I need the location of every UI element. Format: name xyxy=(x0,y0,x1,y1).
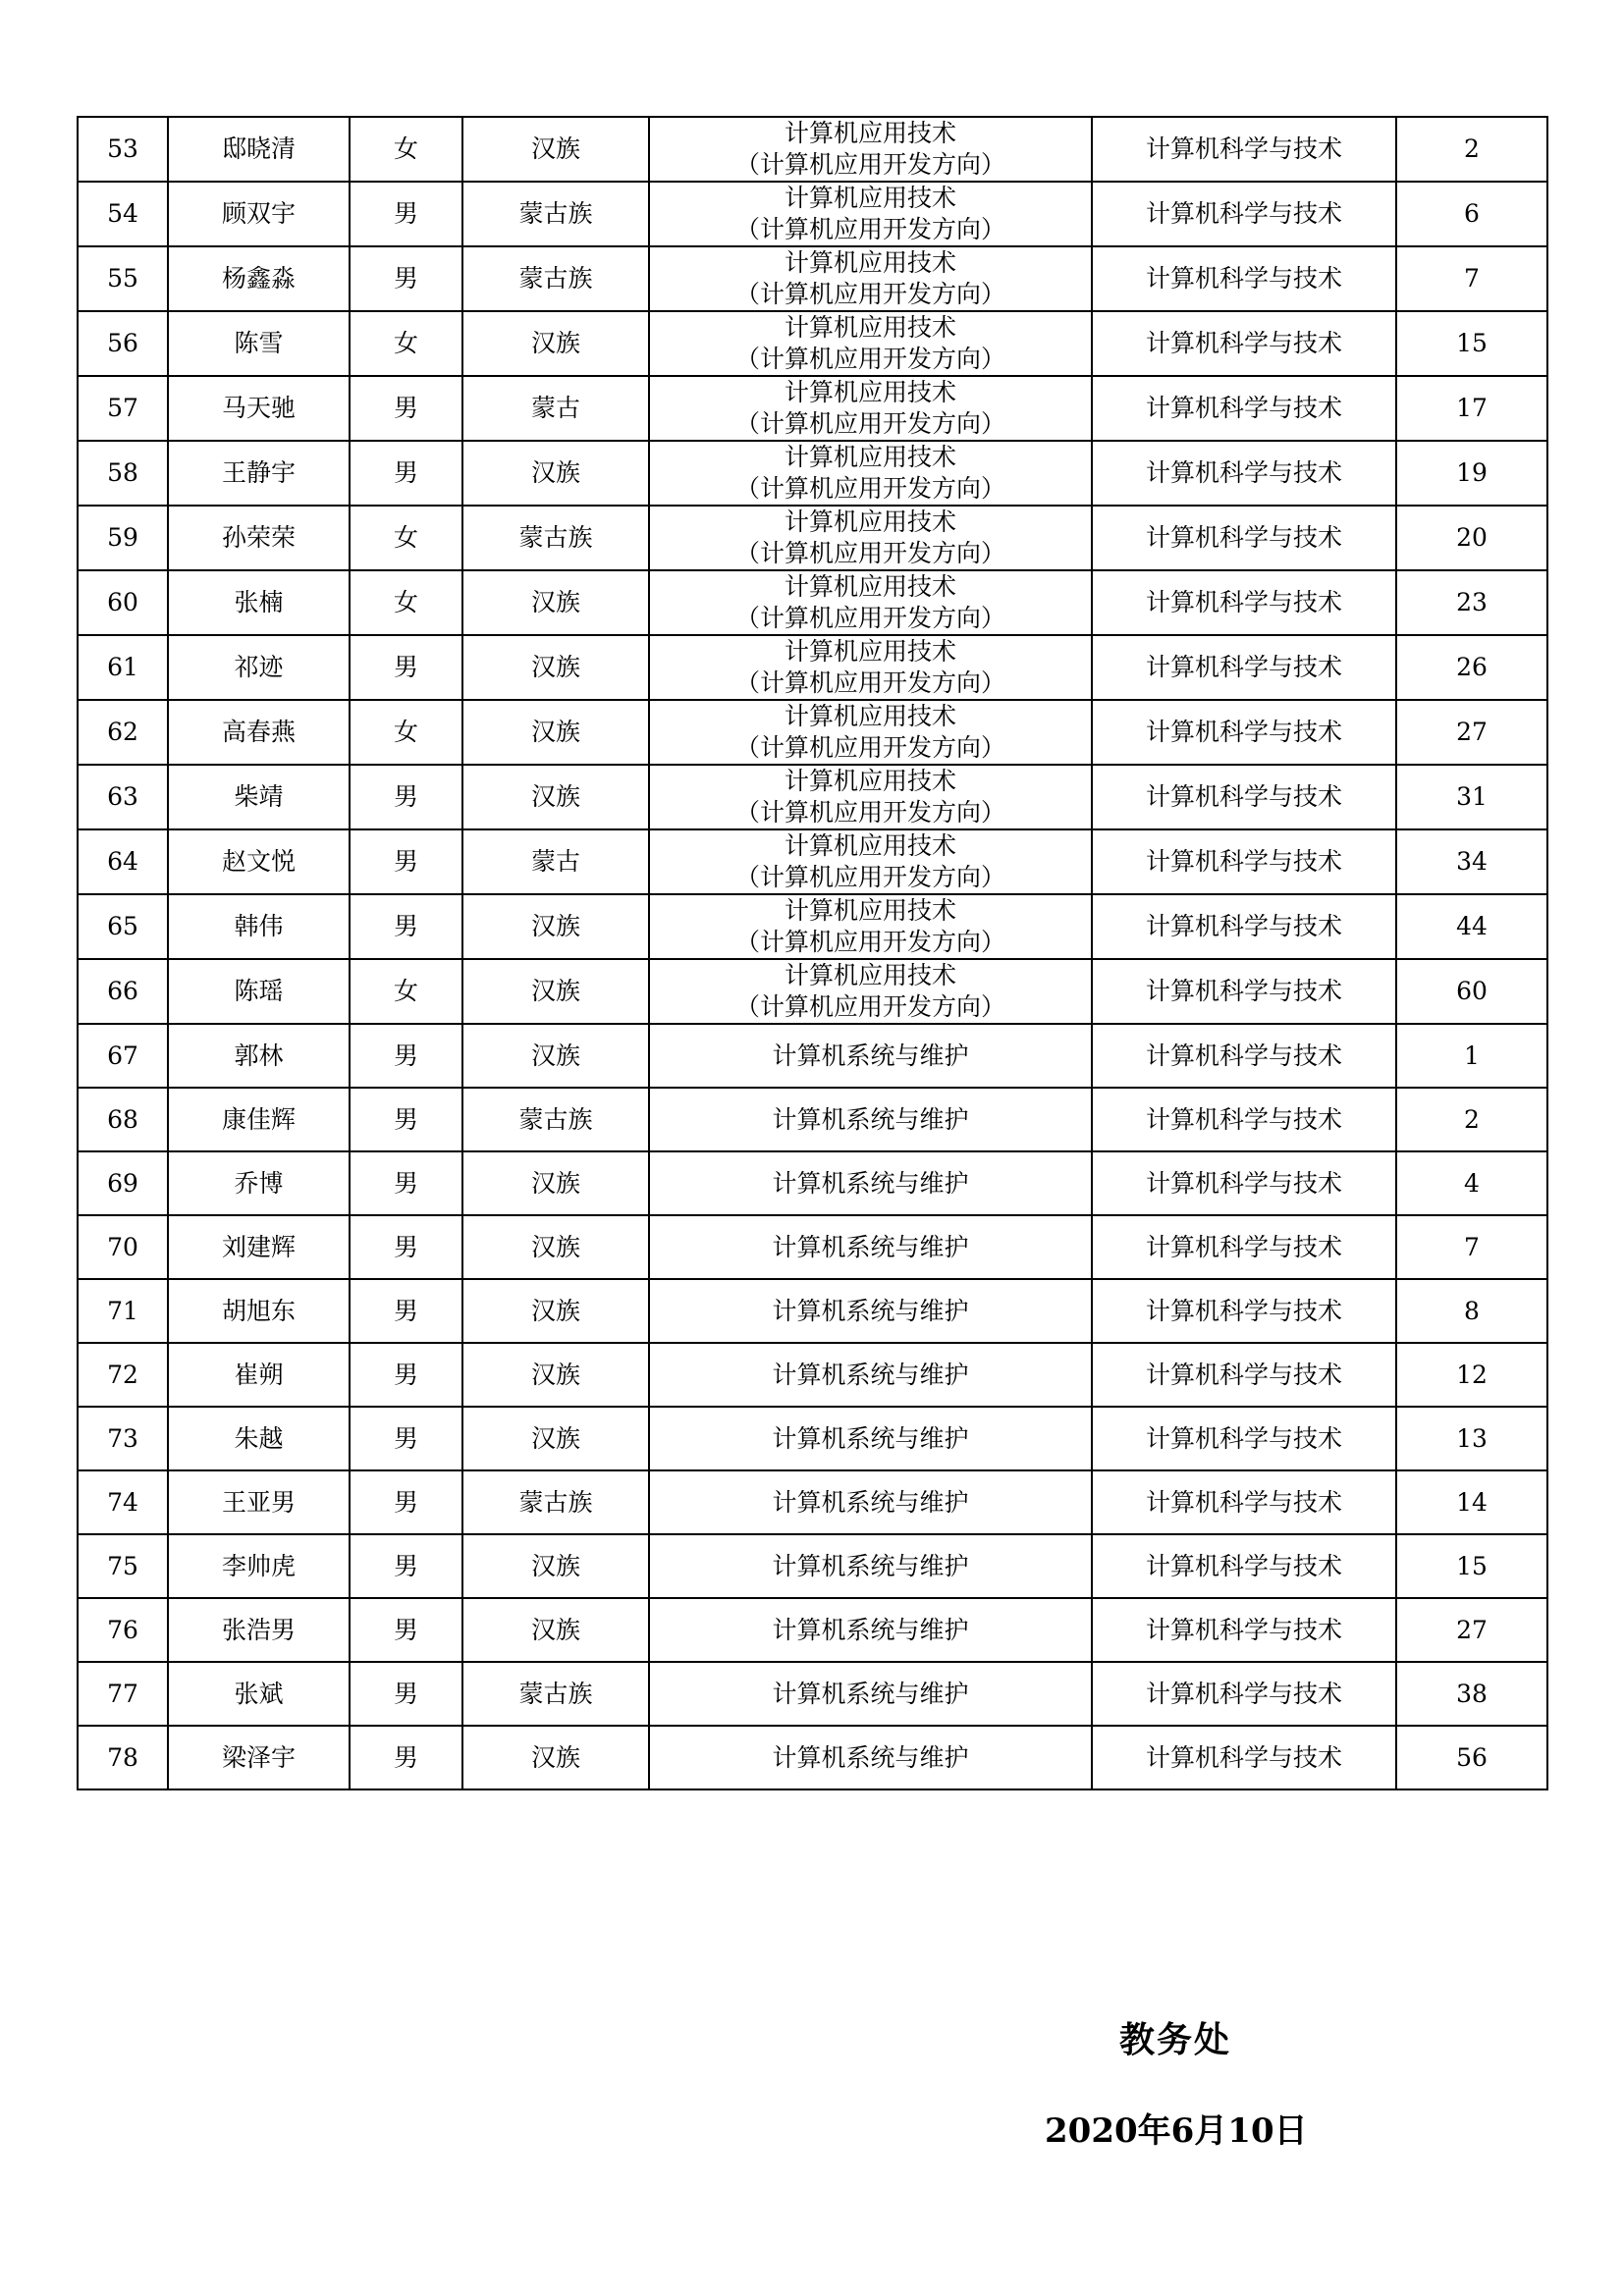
rank-cell: 15 xyxy=(1396,311,1547,376)
ethnicity-cell: 汉族 xyxy=(462,441,649,506)
ethnicity-cell: 汉族 xyxy=(462,700,649,765)
rank-cell: 44 xyxy=(1396,894,1547,959)
student-name-cell: 张斌 xyxy=(168,1662,350,1726)
table-row xyxy=(78,635,1547,700)
table-row xyxy=(78,441,1547,506)
major-cell xyxy=(649,1215,1092,1279)
major-line: 计算机应用技术 xyxy=(784,378,956,406)
student-number-cell: 60 xyxy=(78,570,168,635)
ethnicity-cell: 汉族 xyxy=(462,1024,649,1088)
department-cell: 计算机科学与技术 xyxy=(1092,441,1396,506)
ethnicity-cell: 汉族 xyxy=(462,635,649,700)
major-cell xyxy=(649,311,1092,376)
ethnicity-cell: 汉族 xyxy=(462,570,649,635)
major-line: 计算机系统与维护 xyxy=(772,1679,969,1708)
ethnicity-cell: 汉族 xyxy=(462,1534,649,1598)
table-row xyxy=(78,1726,1547,1789)
department-cell: 计算机科学与技术 xyxy=(1092,1662,1396,1726)
major-line: （计算机应用开发方向） xyxy=(734,474,1005,503)
major-line: （计算机应用开发方向） xyxy=(734,733,1005,762)
major-line: （计算机应用开发方向） xyxy=(734,668,1005,697)
rank-cell: 23 xyxy=(1396,570,1547,635)
major-cell xyxy=(649,441,1092,506)
gender-cell: 男 xyxy=(350,1024,462,1088)
major-cell xyxy=(649,1088,1092,1151)
ethnicity-cell: 汉族 xyxy=(462,894,649,959)
gender-cell: 女 xyxy=(350,311,462,376)
major-line: （计算机应用开发方向） xyxy=(734,604,1005,632)
major-line: 计算机系统与维护 xyxy=(772,1168,969,1198)
student-name-cell: 李帅虎 xyxy=(168,1534,350,1598)
department-cell: 计算机科学与技术 xyxy=(1092,1151,1396,1215)
ethnicity-cell: 蒙古族 xyxy=(462,1088,649,1151)
student-name-cell: 崔朔 xyxy=(168,1343,350,1407)
major-line: 计算机应用技术 xyxy=(784,637,956,666)
student-number-cell: 69 xyxy=(78,1151,168,1215)
major-cell xyxy=(649,959,1092,1024)
major-cell xyxy=(649,1407,1092,1470)
student-number-cell: 61 xyxy=(78,635,168,700)
table-row xyxy=(78,1662,1547,1726)
major-line: （计算机应用开发方向） xyxy=(734,409,1005,438)
rank-cell: 12 xyxy=(1396,1343,1547,1407)
gender-cell: 男 xyxy=(350,1088,462,1151)
gender-cell: 男 xyxy=(350,635,462,700)
major-cell xyxy=(649,182,1092,246)
gender-cell: 男 xyxy=(350,829,462,894)
major-line: 计算机系统与维护 xyxy=(772,1742,969,1772)
student-name-cell: 康佳辉 xyxy=(168,1088,350,1151)
major-line: 计算机系统与维护 xyxy=(772,1041,969,1070)
student-name-cell: 张浩男 xyxy=(168,1598,350,1662)
department-cell: 计算机科学与技术 xyxy=(1092,1598,1396,1662)
ethnicity-cell: 汉族 xyxy=(462,1151,649,1215)
student-name-cell: 赵文悦 xyxy=(168,829,350,894)
major-line: 计算机系统与维护 xyxy=(772,1551,969,1580)
gender-cell: 女 xyxy=(350,570,462,635)
student-number-cell: 65 xyxy=(78,894,168,959)
student-name-cell: 柴靖 xyxy=(168,765,350,829)
gender-cell: 男 xyxy=(350,246,462,311)
student-name-cell: 郭林 xyxy=(168,1024,350,1088)
gender-cell: 男 xyxy=(350,1407,462,1470)
major-line: （计算机应用开发方向） xyxy=(734,215,1005,243)
major-line: （计算机应用开发方向） xyxy=(734,539,1005,567)
major-cell xyxy=(649,829,1092,894)
student-number-cell: 72 xyxy=(78,1343,168,1407)
major-line: 计算机应用技术 xyxy=(784,896,956,925)
rank-cell: 6 xyxy=(1396,182,1547,246)
table-row xyxy=(78,246,1547,311)
table-row xyxy=(78,1024,1547,1088)
student-number-cell: 77 xyxy=(78,1662,168,1726)
student-number-cell: 74 xyxy=(78,1470,168,1534)
rank-cell: 17 xyxy=(1396,376,1547,441)
student-name-cell: 马天驰 xyxy=(168,376,350,441)
major-line: 计算机应用技术 xyxy=(784,507,956,536)
rank-cell: 15 xyxy=(1396,1534,1547,1598)
student-name-cell: 王亚男 xyxy=(168,1470,350,1534)
major-line: 计算机应用技术 xyxy=(784,184,956,212)
student-number-cell: 71 xyxy=(78,1279,168,1343)
table-row xyxy=(78,1088,1547,1151)
issuing-office: 教务处 xyxy=(1119,2019,1232,2060)
table-row xyxy=(78,765,1547,829)
rank-cell: 19 xyxy=(1396,441,1547,506)
department-cell: 计算机科学与技术 xyxy=(1092,117,1396,182)
student-name-cell: 韩伟 xyxy=(168,894,350,959)
student-number-cell: 64 xyxy=(78,829,168,894)
department-cell: 计算机科学与技术 xyxy=(1092,894,1396,959)
major-line: （计算机应用开发方向） xyxy=(734,863,1005,891)
rank-cell: 20 xyxy=(1396,506,1547,570)
table-row xyxy=(78,506,1547,570)
table-row xyxy=(78,959,1547,1024)
rank-cell: 38 xyxy=(1396,1662,1547,1726)
rank-cell: 7 xyxy=(1396,1215,1547,1279)
major-line: 计算机系统与维护 xyxy=(772,1296,969,1325)
rank-cell: 1 xyxy=(1396,1024,1547,1088)
ethnicity-cell: 蒙古族 xyxy=(462,246,649,311)
major-cell xyxy=(649,1534,1092,1598)
rank-cell: 27 xyxy=(1396,1598,1547,1662)
rank-cell: 31 xyxy=(1396,765,1547,829)
table-row xyxy=(78,570,1547,635)
student-number-cell: 56 xyxy=(78,311,168,376)
department-cell: 计算机科学与技术 xyxy=(1092,635,1396,700)
rank-cell: 7 xyxy=(1396,246,1547,311)
rank-cell: 14 xyxy=(1396,1470,1547,1534)
major-line: 计算机应用技术 xyxy=(784,767,956,795)
student-number-cell: 54 xyxy=(78,182,168,246)
major-line: 计算机应用技术 xyxy=(784,443,956,471)
major-line: （计算机应用开发方向） xyxy=(734,150,1005,179)
student-number-cell: 75 xyxy=(78,1534,168,1598)
major-cell xyxy=(649,1662,1092,1726)
student-number-cell: 63 xyxy=(78,765,168,829)
table-row xyxy=(78,1407,1547,1470)
student-table xyxy=(77,116,1548,1790)
gender-cell: 男 xyxy=(350,182,462,246)
major-cell xyxy=(649,1470,1092,1534)
ethnicity-cell: 汉族 xyxy=(462,765,649,829)
student-number-cell: 66 xyxy=(78,959,168,1024)
student-name-cell: 孙荣荣 xyxy=(168,506,350,570)
department-cell: 计算机科学与技术 xyxy=(1092,959,1396,1024)
department-cell: 计算机科学与技术 xyxy=(1092,700,1396,765)
gender-cell: 男 xyxy=(350,1470,462,1534)
department-cell: 计算机科学与技术 xyxy=(1092,311,1396,376)
student-number-cell: 67 xyxy=(78,1024,168,1088)
table-row xyxy=(78,1534,1547,1598)
department-cell: 计算机科学与技术 xyxy=(1092,829,1396,894)
major-cell xyxy=(649,700,1092,765)
gender-cell: 男 xyxy=(350,376,462,441)
gender-cell: 男 xyxy=(350,1726,462,1789)
department-cell: 计算机科学与技术 xyxy=(1092,1470,1396,1534)
major-line: 计算机应用技术 xyxy=(784,961,956,989)
table-row xyxy=(78,182,1547,246)
gender-cell: 女 xyxy=(350,959,462,1024)
major-line: 计算机应用技术 xyxy=(784,572,956,601)
ethnicity-cell: 蒙古族 xyxy=(462,1470,649,1534)
student-number-cell: 53 xyxy=(78,117,168,182)
major-cell xyxy=(649,1343,1092,1407)
student-number-cell: 62 xyxy=(78,700,168,765)
student-number-cell: 70 xyxy=(78,1215,168,1279)
major-cell xyxy=(649,1024,1092,1088)
gender-cell: 男 xyxy=(350,1215,462,1279)
ethnicity-cell: 蒙古 xyxy=(462,829,649,894)
department-cell: 计算机科学与技术 xyxy=(1092,1088,1396,1151)
student-name-cell: 陈雪 xyxy=(168,311,350,376)
table-row xyxy=(78,1151,1547,1215)
student-number-cell: 58 xyxy=(78,441,168,506)
department-cell: 计算机科学与技术 xyxy=(1092,506,1396,570)
student-name-cell: 邸晓清 xyxy=(168,117,350,182)
major-cell xyxy=(649,1598,1092,1662)
ethnicity-cell: 汉族 xyxy=(462,959,649,1024)
student-number-cell: 73 xyxy=(78,1407,168,1470)
gender-cell: 女 xyxy=(350,117,462,182)
student-number-cell: 57 xyxy=(78,376,168,441)
table-row xyxy=(78,1598,1547,1662)
rank-cell: 13 xyxy=(1396,1407,1547,1470)
table-row xyxy=(78,117,1547,182)
department-cell: 计算机科学与技术 xyxy=(1092,1343,1396,1407)
table-row xyxy=(78,1343,1547,1407)
gender-cell: 男 xyxy=(350,1662,462,1726)
major-cell xyxy=(649,570,1092,635)
department-cell: 计算机科学与技术 xyxy=(1092,570,1396,635)
rank-cell: 27 xyxy=(1396,700,1547,765)
gender-cell: 男 xyxy=(350,1279,462,1343)
table-row xyxy=(78,829,1547,894)
major-line: 计算机系统与维护 xyxy=(772,1232,969,1261)
table-row xyxy=(78,1215,1547,1279)
major-line: 计算机系统与维护 xyxy=(772,1423,969,1453)
major-line: 计算机系统与维护 xyxy=(772,1104,969,1134)
major-cell xyxy=(649,376,1092,441)
ethnicity-cell: 蒙古 xyxy=(462,376,649,441)
department-cell: 计算机科学与技术 xyxy=(1092,765,1396,829)
ethnicity-cell: 汉族 xyxy=(462,1279,649,1343)
student-name-cell: 梁泽宇 xyxy=(168,1726,350,1789)
gender-cell: 男 xyxy=(350,894,462,959)
rank-cell: 60 xyxy=(1396,959,1547,1024)
department-cell: 计算机科学与技术 xyxy=(1092,1024,1396,1088)
gender-cell: 男 xyxy=(350,441,462,506)
department-cell: 计算机科学与技术 xyxy=(1092,376,1396,441)
major-cell xyxy=(649,1151,1092,1215)
student-name-cell: 王静宇 xyxy=(168,441,350,506)
department-cell: 计算机科学与技术 xyxy=(1092,182,1396,246)
rank-cell: 4 xyxy=(1396,1151,1547,1215)
major-cell xyxy=(649,635,1092,700)
student-name-cell: 陈瑶 xyxy=(168,959,350,1024)
major-cell xyxy=(649,765,1092,829)
student-name-cell: 乔博 xyxy=(168,1151,350,1215)
major-line: 计算机系统与维护 xyxy=(772,1360,969,1389)
department-cell: 计算机科学与技术 xyxy=(1092,1215,1396,1279)
department-cell: 计算机科学与技术 xyxy=(1092,1279,1396,1343)
ethnicity-cell: 汉族 xyxy=(462,1215,649,1279)
rank-cell: 2 xyxy=(1396,1088,1547,1151)
rank-cell: 8 xyxy=(1396,1279,1547,1343)
rank-cell: 2 xyxy=(1396,117,1547,182)
student-number-cell: 76 xyxy=(78,1598,168,1662)
student-name-cell: 高春燕 xyxy=(168,700,350,765)
gender-cell: 男 xyxy=(350,1534,462,1598)
rank-cell: 56 xyxy=(1396,1726,1547,1789)
gender-cell: 男 xyxy=(350,765,462,829)
table-row xyxy=(78,700,1547,765)
table-row xyxy=(78,1279,1547,1343)
student-name-cell: 祁迹 xyxy=(168,635,350,700)
major-cell xyxy=(649,246,1092,311)
ethnicity-cell: 汉族 xyxy=(462,311,649,376)
major-line: （计算机应用开发方向） xyxy=(734,992,1005,1021)
gender-cell: 男 xyxy=(350,1343,462,1407)
ethnicity-cell: 蒙古族 xyxy=(462,1662,649,1726)
table-row xyxy=(78,376,1547,441)
student-name-cell: 顾双宇 xyxy=(168,182,350,246)
student-number-cell: 59 xyxy=(78,506,168,570)
major-line: 计算机应用技术 xyxy=(784,248,956,277)
major-line: 计算机应用技术 xyxy=(784,119,956,147)
rank-cell: 26 xyxy=(1396,635,1547,700)
issue-date: 2020年6月10日 xyxy=(1045,2111,1308,2151)
ethnicity-cell: 汉族 xyxy=(462,117,649,182)
gender-cell: 女 xyxy=(350,700,462,765)
student-name-cell: 刘建辉 xyxy=(168,1215,350,1279)
major-line: （计算机应用开发方向） xyxy=(734,928,1005,956)
student-name-cell: 张楠 xyxy=(168,570,350,635)
gender-cell: 男 xyxy=(350,1151,462,1215)
ethnicity-cell: 汉族 xyxy=(462,1343,649,1407)
student-number-cell: 68 xyxy=(78,1088,168,1151)
major-cell xyxy=(649,1279,1092,1343)
ethnicity-cell: 蒙古族 xyxy=(462,182,649,246)
department-cell: 计算机科学与技术 xyxy=(1092,246,1396,311)
major-cell xyxy=(649,117,1092,182)
table-row xyxy=(78,311,1547,376)
ethnicity-cell: 汉族 xyxy=(462,1407,649,1470)
student-name-cell: 杨鑫淼 xyxy=(168,246,350,311)
student-name-cell: 胡旭东 xyxy=(168,1279,350,1343)
major-line: 计算机应用技术 xyxy=(784,831,956,860)
student-number-cell: 78 xyxy=(78,1726,168,1789)
major-cell xyxy=(649,894,1092,959)
rank-cell: 34 xyxy=(1396,829,1547,894)
gender-cell: 女 xyxy=(350,506,462,570)
department-cell: 计算机科学与技术 xyxy=(1092,1407,1396,1470)
major-line: （计算机应用开发方向） xyxy=(734,798,1005,827)
student-number-cell: 55 xyxy=(78,246,168,311)
major-line: 计算机应用技术 xyxy=(784,702,956,730)
major-line: 计算机系统与维护 xyxy=(772,1615,969,1644)
department-cell: 计算机科学与技术 xyxy=(1092,1726,1396,1789)
major-cell xyxy=(649,506,1092,570)
major-line: （计算机应用开发方向） xyxy=(734,280,1005,308)
major-line: 计算机应用技术 xyxy=(784,313,956,342)
major-line: 计算机系统与维护 xyxy=(772,1487,969,1517)
gender-cell: 男 xyxy=(350,1598,462,1662)
major-cell xyxy=(649,1726,1092,1789)
table-row xyxy=(78,1470,1547,1534)
ethnicity-cell: 蒙古族 xyxy=(462,506,649,570)
student-name-cell: 朱越 xyxy=(168,1407,350,1470)
table-row xyxy=(78,894,1547,959)
major-line: （计算机应用开发方向） xyxy=(734,345,1005,373)
ethnicity-cell: 汉族 xyxy=(462,1598,649,1662)
ethnicity-cell: 汉族 xyxy=(462,1726,649,1789)
department-cell: 计算机科学与技术 xyxy=(1092,1534,1396,1598)
